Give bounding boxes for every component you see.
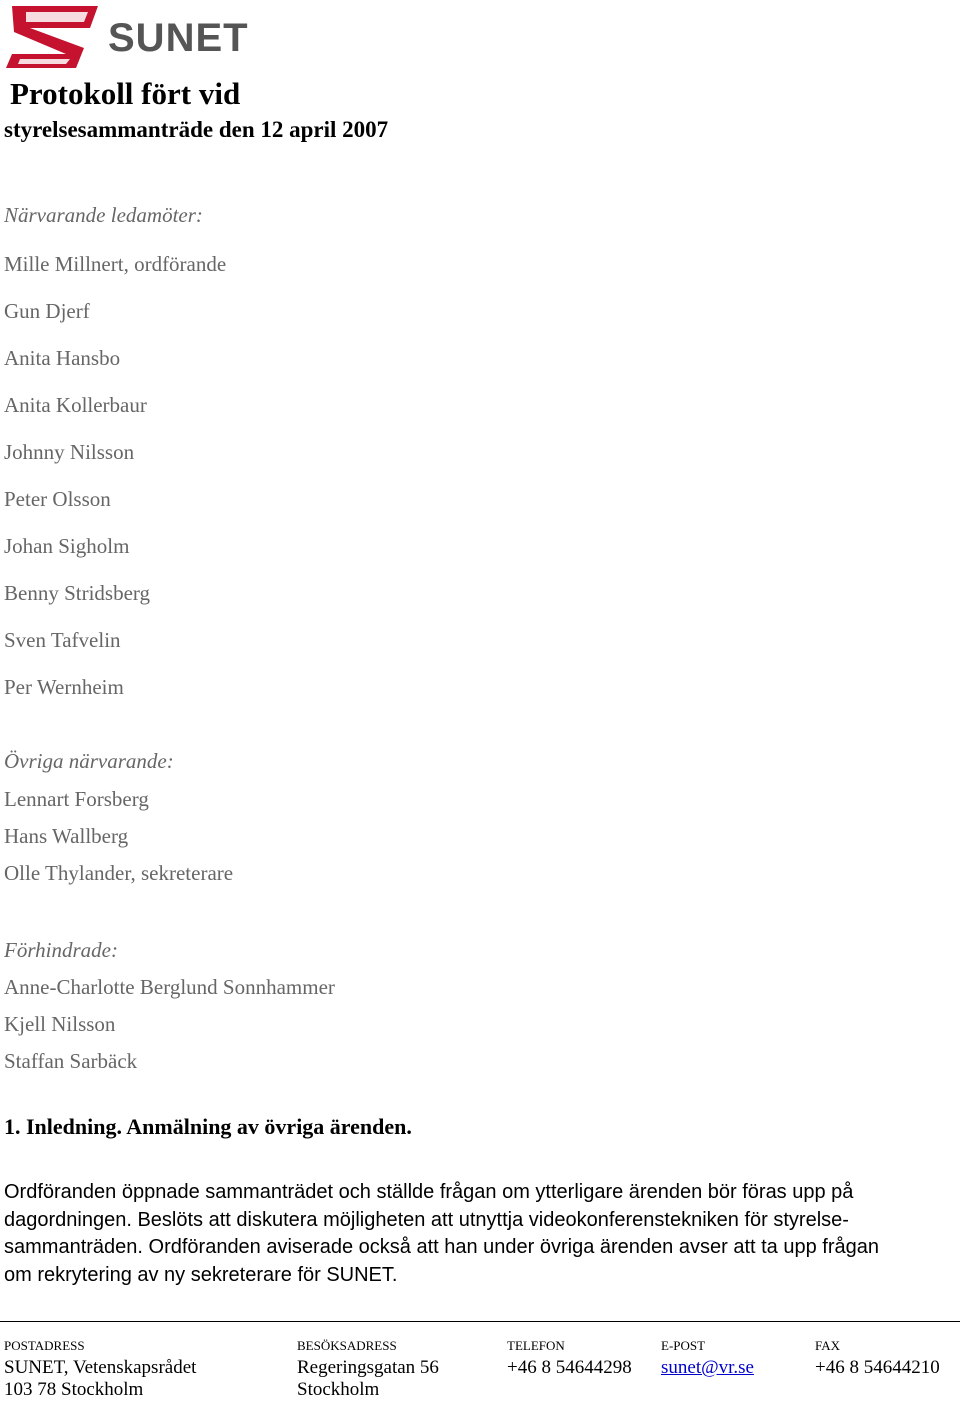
present-member: Sven Tafvelin <box>4 628 121 652</box>
other-present-person: Lennart Forsberg <box>4 787 149 811</box>
footer-heading: FAX <box>815 1338 841 1353</box>
present-members-label: Närvarande ledamöter: <box>4 203 203 227</box>
body-line: dagordningen. Beslöts att diskutera möjligheten att utnyttja videokonferenstekniken för styrelse- <box>4 1208 849 1231</box>
body-line: sammanträden. Ordföranden aviserade också att han under övriga ärenden avser att ta upp frågan <box>4 1236 879 1258</box>
present-member: Johnny Nilsson <box>4 440 135 464</box>
absent-person: Kjell Nilsson <box>4 1012 116 1036</box>
footer-postal-address <box>4 1338 196 1401</box>
footer-heading: POSTADRESS <box>4 1338 85 1353</box>
body-line: Ordföranden öppnade sammanträdet och ställde frågan om ytterligare ärenden bör föras upp på <box>4 1181 854 1203</box>
footer-visiting-address <box>297 1338 439 1401</box>
present-member: Peter Olsson <box>4 487 111 511</box>
present-member: Anita Hansbo <box>4 346 121 370</box>
footer-value: Regeringsgatan 56 <box>297 1357 439 1378</box>
section-heading: 1. Inledning. Anmälning av övriga ärenden. <box>4 1114 412 1139</box>
footer-heading: E-POST <box>661 1338 706 1353</box>
footer-fax <box>815 1338 940 1379</box>
other-present-person: Olle Thylander, sekreterare <box>4 861 234 885</box>
section-body <box>4 1179 944 1289</box>
document-subtitle: styrelsesammanträde den 12 april 2007 <box>4 117 389 142</box>
footer-value: +46 8 54644298 <box>507 1357 632 1378</box>
footer-value: +46 8 54644210 <box>815 1357 940 1378</box>
others-present-label: Övriga närvarande: <box>4 749 174 773</box>
present-member: Mille Millnert, ordförande <box>4 252 227 276</box>
footer-value: 103 78 Stockholm <box>4 1379 144 1400</box>
footer-value: Stockholm <box>297 1379 380 1400</box>
sunet-logo-mark-icon <box>4 4 100 70</box>
footer-phone <box>507 1338 632 1379</box>
footer-heading: BESÖKSADRESS <box>297 1338 397 1353</box>
footer-value: SUNET, Vetenskapsrådet <box>4 1357 197 1378</box>
sunet-logo-text: SUNET <box>108 16 249 60</box>
absent-person: Anne-Charlotte Berglund Sonnhammer <box>4 975 335 999</box>
other-present-person: Hans Wallberg <box>4 824 129 848</box>
footer-divider <box>0 1321 960 1322</box>
present-member: Per Wernheim <box>4 675 124 699</box>
sunet-logo <box>4 4 254 70</box>
body-line: om rekrytering av ny sekreterare för SUNET. <box>4 1263 398 1286</box>
present-member: Gun Djerf <box>4 299 90 323</box>
absent-label: Förhindrade: <box>4 938 118 962</box>
document-title: Protokoll fört vid <box>10 76 241 111</box>
email-link[interactable]: sunet@vr.se <box>661 1357 754 1378</box>
footer-heading: TELEFON <box>507 1338 565 1353</box>
present-member: Anita Kollerbaur <box>4 393 147 417</box>
footer-email <box>661 1338 754 1379</box>
absent-person: Staffan Sarbäck <box>4 1049 138 1073</box>
present-member: Benny Stridsberg <box>4 581 151 605</box>
present-member: Johan Sigholm <box>4 534 130 558</box>
